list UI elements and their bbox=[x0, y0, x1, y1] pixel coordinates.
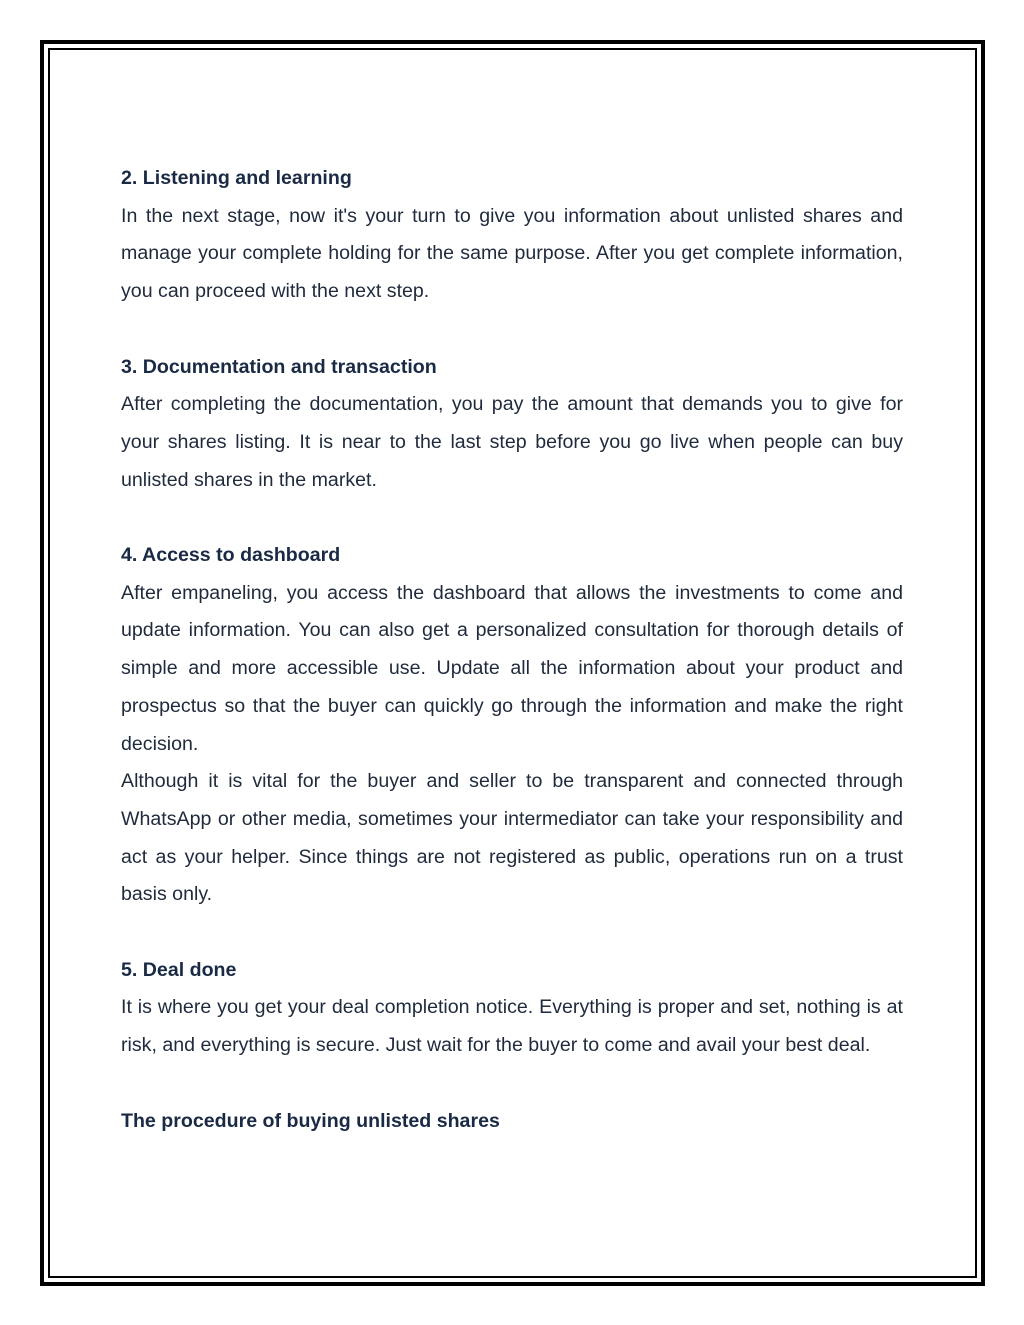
section-listening-and-learning bbox=[121, 160, 903, 311]
section-documentation-and-transaction bbox=[121, 349, 903, 500]
paragraph-spacer bbox=[121, 311, 903, 349]
section-paragraph: After completing the documentation, you pay the amount that demands you to give for your shares listing. It is near to the last step before you go live when people can buy unlisted shares in the market. bbox=[121, 393, 903, 491]
section-heading: 2. Listening and learning bbox=[121, 167, 352, 189]
section-access-to-dashboard bbox=[121, 537, 903, 914]
section-paragraph: Although it is vital for the buyer and seller to be transparent and connected through WhatsApp or other media, sometimes your intermediator can take your responsibility and act as your helper. Since things are not registered as public, operations run on a trust basis only. bbox=[121, 770, 903, 906]
section-deal-done bbox=[121, 952, 903, 1065]
section-paragraph: It is where you get your deal completion notice. Everything is proper and set, nothing is at risk, and everything is secure. Just wait for the buyer to come and avail your best deal. bbox=[121, 996, 903, 1057]
section-heading: 5. Deal done bbox=[121, 958, 237, 981]
document-body bbox=[121, 160, 903, 1140]
paragraph-spacer bbox=[121, 914, 903, 952]
paragraph-spacer bbox=[121, 499, 903, 537]
section-paragraph: After empaneling, you access the dashboard that allows the investments to come and update information. You can also get a personalized consultation for thorough details of simple and more accessible use. Update all the information about your product and prospectus so that the buyer can quickly go through the information and make the right decision. bbox=[121, 581, 903, 755]
closing-heading: The procedure of buying unlisted shares bbox=[121, 1109, 500, 1132]
section-heading: 4. Access to dashboard bbox=[121, 544, 341, 566]
paragraph-spacer bbox=[121, 1065, 903, 1103]
section-paragraph: In the next stage, now it's your turn to give you information about unlisted shares and manage your complete holding for the same purpose. After you get complete information, you can proceed with the next step. bbox=[121, 204, 903, 303]
section-heading: 3. Documentation and transaction bbox=[121, 355, 437, 378]
